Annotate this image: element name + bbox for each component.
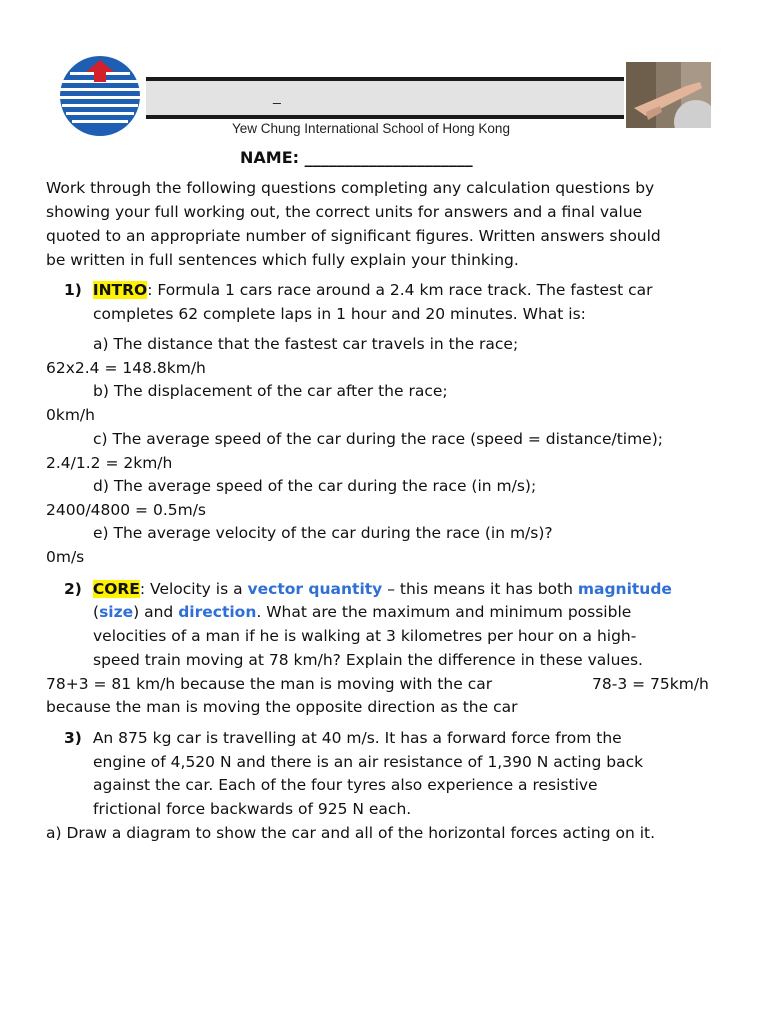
- question-1e-answer: 0m/s: [46, 548, 85, 566]
- header-photo: [626, 62, 711, 128]
- question-1b-answer: 0km/h: [46, 406, 95, 424]
- question-3a-text: a) Draw a diagram to show the car and all of the horizontal forces acting on it.: [46, 824, 656, 842]
- question-3-line-1: [64, 726, 622, 750]
- question-2-text-part: : Velocity is a: [139, 580, 248, 598]
- question-2-number: 2): [64, 580, 82, 598]
- instruction-line-1: Work through the following questions completing any calculation questions by: [46, 179, 655, 197]
- question-1d-text: d) The average speed of the car during the race (in m/s);: [93, 477, 537, 495]
- question-2-text-part: . What are the maximum and minimum possible: [256, 603, 632, 621]
- question-2-answer-min: 78-3 = 75km/h: [592, 675, 709, 693]
- question-1-text: : Formula 1 cars race around a 2.4 km race track. The fastest car: [147, 281, 653, 299]
- question-1-tag: INTRO: [92, 281, 148, 299]
- question-3-number: 3): [64, 729, 82, 747]
- question-1-number: 1): [64, 281, 82, 299]
- instruction-line-2: showing your full working out, the correct units for answers and a final value: [46, 203, 643, 221]
- question-3-text: An 875 kg car is travelling at 40 m/s. It has a forward force from the: [92, 729, 622, 747]
- question-2-line-3: velocities of a man if he is walking at 3 kilometres per hour on a high-: [93, 627, 637, 645]
- question-1a-text: a) The distance that the fastest car travels in the race;: [93, 335, 519, 353]
- term-magnitude: magnitude: [577, 580, 672, 598]
- question-1a-answer: 62x2.4 = 148.8km/h: [46, 359, 206, 377]
- question-3-line-3: against the car. Each of the four tyres also experience a resistive: [93, 776, 598, 794]
- question-2-tag: CORE: [92, 580, 140, 598]
- school-name: Yew Chung International School of Hong Kong: [232, 121, 510, 136]
- header-bar-bottom: [146, 115, 624, 119]
- question-1c-answer: 2.4/1.2 = 2km/h: [46, 454, 173, 472]
- question-2-text-part: ) and: [133, 603, 179, 621]
- question-1c-text: c) The average speed of the car during the race (speed = distance/time);: [93, 430, 663, 448]
- question-3-line-4: frictional force backwards of 925 N each.: [93, 800, 412, 818]
- instruction-line-4: be written in full sentences which fully explain your thinking.: [46, 251, 519, 269]
- question-2-line-4: speed train moving at 78 km/h? Explain the difference in these values.: [93, 651, 643, 669]
- term-direction: direction: [178, 603, 257, 621]
- question-2-text-part: (: [93, 603, 100, 621]
- question-2-answer-line-2: because the man is moving the opposite direction as the car: [46, 698, 518, 716]
- term-vector-quantity: vector quantity: [247, 580, 383, 598]
- question-1b-text: b) The displacement of the car after the race;: [93, 382, 448, 400]
- question-1-line-2: completes 62 complete laps in 1 hour and 20 minutes. What is:: [93, 305, 586, 323]
- term-size: size: [99, 603, 134, 621]
- question-2-text-part: – this means it has both: [382, 580, 578, 598]
- name-field: NAME: _____________________: [240, 148, 473, 167]
- instruction-line-3: quoted to an appropriate number of significant figures. Written answers should: [46, 227, 661, 245]
- school-logo: [56, 52, 144, 136]
- question-1-line-1: [64, 278, 653, 302]
- question-1d-answer: 2400/4800 = 0.5m/s: [46, 501, 207, 519]
- question-3-line-2: engine of 4,520 N and there is an air resistance of 1,390 N acting back: [93, 753, 644, 771]
- question-1e-text: e) The average velocity of the car during the race (in m/s)?: [93, 524, 553, 542]
- question-2-answer-line-1: 78+3 = 81 km/h because the man is moving with the car: [46, 675, 493, 693]
- question-2-line-2: [93, 600, 631, 624]
- header-dash: _: [273, 88, 281, 104]
- question-2-line-1: [64, 577, 672, 601]
- header-bar: [146, 81, 624, 115]
